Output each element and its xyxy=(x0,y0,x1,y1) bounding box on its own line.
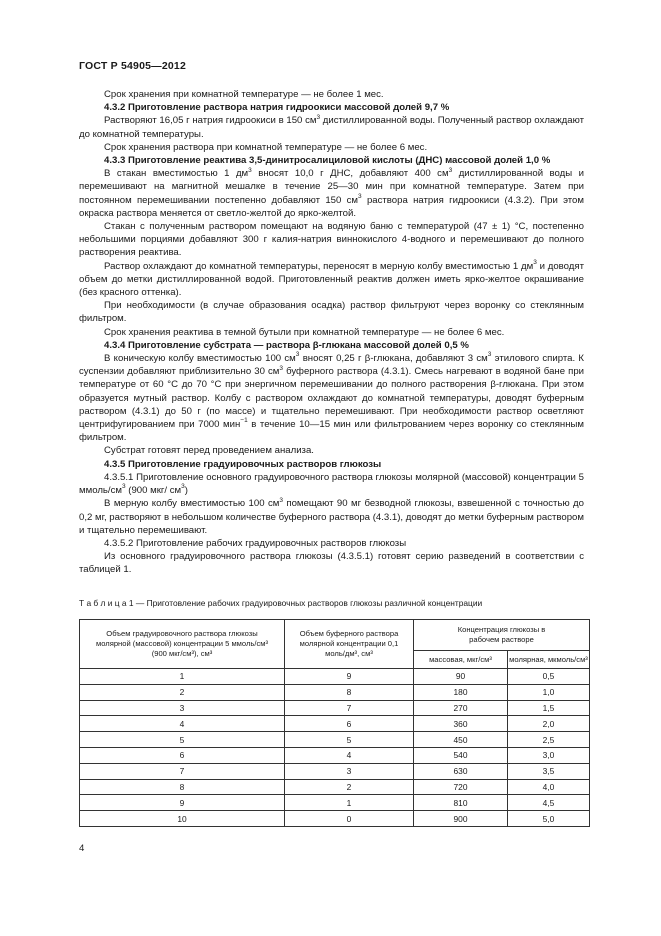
section-heading-4-3-2: 4.3.2 Приготовление раствора натрия гидроокиси массовой долей 9,7 % xyxy=(104,102,450,114)
paragraph: 4.3.5.1 Приготовление основного градуировочного раствора глюкозы молярной (массовой) концентрации 5 ммоль/$см^3$ (900 мкг/ $см^3$) xyxy=(79,471,584,497)
paragraph: Растворяют 16,05 г натрия гидроокиси в 150 $см^3$ дистиллированной воды. Полученный раствор охлаждают до комнатной температуры. xyxy=(79,113,584,140)
table-cell: 8 xyxy=(80,779,285,795)
document-body xyxy=(79,88,584,577)
table-cell: 90 xyxy=(414,669,508,685)
table-cell: 2 xyxy=(285,779,414,795)
paragraph: 4.3.5.2 Приготовление рабочих градуировочных растворов глюкозы xyxy=(104,537,407,549)
table-cell: 720 xyxy=(414,779,508,795)
table-header-cell: молярная, мкмоль/см³ xyxy=(508,651,590,669)
table-cell: 0,5 xyxy=(508,669,590,685)
table-cell: 3,5 xyxy=(508,763,590,779)
table-row xyxy=(80,795,590,811)
paragraph: При необходимости (в случае образования осадка) раствор фильтруют через воронку со стеклянным фильтром. xyxy=(79,300,584,325)
paragraph: Срок хранения реактива в темной бутыли при комнатной температуре — не более 6 мес. xyxy=(104,326,505,338)
table-header-cell: Объем градуировочного раствора глюкозы молярной (массовой) концентрации 5 ммоль/см³ (900 мкг/см³), см³ xyxy=(80,620,285,669)
table-cell: 2 xyxy=(80,684,285,700)
table-cell: 5 xyxy=(285,732,414,748)
table-cell: 4,5 xyxy=(508,795,590,811)
table-row xyxy=(80,669,590,685)
table-cell: 450 xyxy=(414,732,508,748)
paragraph: В стакан вместимостью 1 $дм^3$ вносят 10,0 г ДНС, добавляют 400 $см^3$ дистиллированной воды и перемешивают на магнитной мешалке в течение 25—30 мин при комнатной температуре. Затем при постоянном перемешивании постепенно добавляют 150 $см^3$ раствора натрия гидроокиси (4.3.2). При этом окраска раствора меняется от светло-желтой до ярко-желтой. xyxy=(79,166,585,219)
table-header-cell: Объем буферного раствора молярной концентрации 0,1 моль/дм³, см³ xyxy=(285,620,414,669)
table-cell: 3 xyxy=(80,700,285,716)
table-cell: 1,5 xyxy=(508,700,590,716)
table-cell: 540 xyxy=(414,747,508,763)
table-row xyxy=(80,811,590,827)
table-cell: 4,0 xyxy=(508,779,590,795)
table-cell: 1,0 xyxy=(508,684,590,700)
table-row xyxy=(80,684,590,700)
paragraph: Срок хранения раствора при комнатной температуре — не более 6 мес. xyxy=(104,141,428,153)
table-cell: 10 xyxy=(80,811,285,827)
table-cell: 5 xyxy=(80,732,285,748)
table-cell: 900 xyxy=(414,811,508,827)
section-heading-4-3-5: 4.3.5 Приготовление градуировочных растворов глюкозы xyxy=(104,458,382,470)
section-heading-4-3-3: 4.3.3 Приготовление реактива 3,5-динитросалициловой кислоты (ДНС) массовой долей 1,0 % xyxy=(104,155,551,167)
section-heading-4-3-4: 4.3.4 Приготовление субстрата — раствора β-глюкана массовой долей 0,5 % xyxy=(104,339,469,351)
table-cell: 7 xyxy=(80,763,285,779)
table-cell: 2,0 xyxy=(508,716,590,732)
table-cell: 810 xyxy=(414,795,508,811)
table-cell: 8 xyxy=(285,684,414,700)
table-cell: 6 xyxy=(285,716,414,732)
paragraph: Субстрат готовят перед проведением анализа. xyxy=(104,445,314,457)
table-row xyxy=(80,763,590,779)
table-cell: 630 xyxy=(414,763,508,779)
table-cell: 7 xyxy=(285,700,414,716)
table-cell: 0 xyxy=(285,811,414,827)
paragraph: Стакан с полученным раствором помещают на водяную баню с температурой (47 ± 1) °С, постепенно небольшими порциями добавляют 300 г калия-натрия виннокислого 4-водного и перемешивают до полного растворения реактива. xyxy=(79,221,584,259)
table-cell: 180 xyxy=(414,684,508,700)
table-cell: 5,0 xyxy=(508,811,590,827)
dilution-table xyxy=(79,619,590,827)
paragraph: Раствор охлаждают до комнатной температуры, переносят в мерную колбу вместимостью 1 $дм^3$ и доводят объем до метки дистиллированной водой. Приготовленный реактив должен иметь ярко-желтое окрашивание (без красного оттенка). xyxy=(79,258,584,299)
table-cell: 4 xyxy=(80,716,285,732)
paragraph: Из основного градуировочного раствора глюкозы (4.3.5.1) готовят серию разведений в соответствии с таблицей 1. xyxy=(79,551,584,576)
table-cell: 3 xyxy=(285,763,414,779)
table-row xyxy=(80,747,590,763)
page-header: ГОСТ Р 54905—2012 xyxy=(79,60,187,72)
table-row xyxy=(80,700,590,716)
table-cell: 6 xyxy=(80,747,285,763)
table-cell: 4 xyxy=(285,747,414,763)
table-caption: Т а б л и ц а 1 — Приготовление рабочих градуировочных растворов глюкозы различной концентрации xyxy=(79,598,483,608)
table-cell: 9 xyxy=(80,795,285,811)
table-header-cell: Концентрация глюкозы в рабочем растворе xyxy=(414,620,590,651)
table-cell: 360 xyxy=(414,716,508,732)
table-cell: 270 xyxy=(414,700,508,716)
table-row xyxy=(80,779,590,795)
paragraph: В мерную колбу вместимостью 100 $см^3$ помещают 90 мг безводной глюкозы, взвешенной с точностью до 0,2 мг, растворяют в небольшом количестве буферного раствора (4.3.1), доводят до метки буферным раствором и тщательно перемешивают. xyxy=(79,496,584,536)
paragraph: В коническую колбу вместимостью 100 $см^3$ вносят 0,25 г β-глюкана, добавляют 3 $см^3$ этилового спирта. К суспензии добавляют приблизительно 30 $см^3$ буферного раствора (4.3.1). Смесь нагревают в водяной бане при температуре от 60 °С до 70 °С при энергичном перемешивании до полного растворения β-глюкана. При этом образуется мутный раствор. Колбу с раствором охлаждают до комнатной температуры, доводят буферным раствором (4.3.1) до 50 г (по массе) и тщательно перемешивают. При необходимости раствор осветляют центрифугированием при 7000 мин$^{-1}$ в течение 10—15 мин или фильтрованием через воронку со стеклянным фильтром. xyxy=(79,351,585,444)
table-row xyxy=(80,716,590,732)
table-header-cell: массовая, мкг/см³ xyxy=(414,651,508,669)
table-cell: 2,5 xyxy=(508,732,590,748)
table-row xyxy=(80,732,590,748)
table-cell: 9 xyxy=(285,669,414,685)
table-cell: 3,0 xyxy=(508,747,590,763)
table-cell: 1 xyxy=(80,669,285,685)
page-number: 4 xyxy=(79,843,85,854)
paragraph: Срок хранения при комнатной температуре — не более 1 мес. xyxy=(104,89,384,100)
table-cell: 1 xyxy=(285,795,414,811)
